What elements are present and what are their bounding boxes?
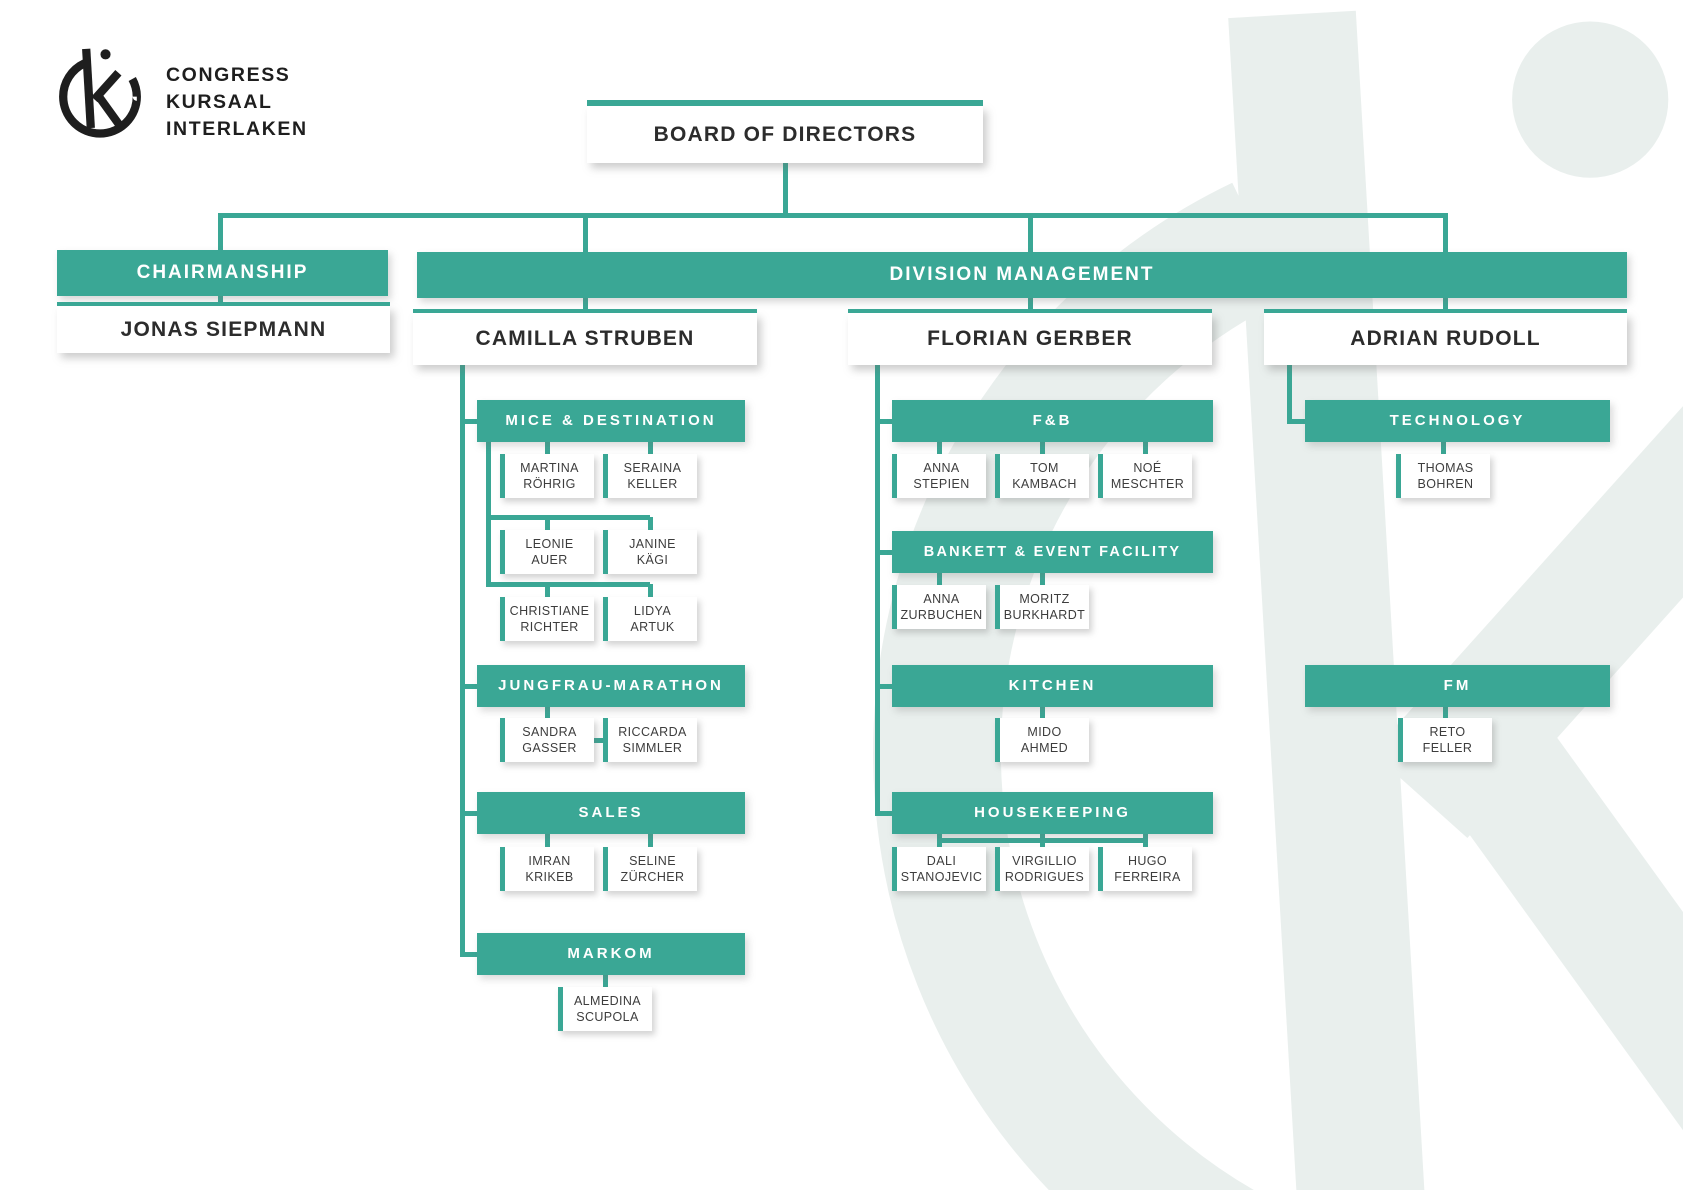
employee-first-name: LIDYA bbox=[633, 603, 672, 618]
connector-line bbox=[1443, 213, 1448, 254]
brand-line-1: CONGRESS bbox=[166, 64, 291, 86]
employee-card-imran-krikeb bbox=[500, 847, 594, 891]
connector-line bbox=[218, 213, 1448, 218]
connector-line bbox=[937, 834, 942, 847]
connector-line bbox=[648, 517, 653, 530]
manager-box-adrian-rudoll: ADRIAN RUDOLL bbox=[1264, 313, 1627, 365]
brand-header bbox=[54, 44, 308, 143]
connector-line bbox=[1287, 419, 1306, 424]
employee-last-name: BURKHARDT bbox=[1003, 608, 1086, 622]
board-of-directors-box: BOARD OF DIRECTORS bbox=[587, 106, 983, 163]
employee-first-name: TOM bbox=[1030, 460, 1059, 475]
employee-last-name: AHMED bbox=[1020, 741, 1069, 755]
department-box-bankett-event-facility: BANKETT & EVENT FACILITY bbox=[892, 531, 1213, 573]
department-box-markom: MARKOM bbox=[477, 933, 745, 975]
chairperson-top-bar bbox=[57, 302, 390, 306]
employee-card-lidya-artuk bbox=[603, 597, 697, 641]
connector-line bbox=[545, 584, 550, 597]
connector-line bbox=[218, 213, 223, 252]
employee-last-name: STANOJEVIC bbox=[900, 870, 983, 884]
connector-line bbox=[603, 975, 608, 987]
employee-last-name: ZURBUCHEN bbox=[900, 608, 983, 622]
employee-last-name: KELLER bbox=[627, 477, 678, 491]
division-management-header: DIVISION MANAGEMENT bbox=[417, 252, 1627, 298]
employee-card-leonie-auer bbox=[500, 530, 594, 574]
connector-line bbox=[648, 584, 653, 597]
employee-first-name: SELINE bbox=[629, 853, 676, 868]
employee-card-seraina-keller bbox=[603, 454, 697, 498]
connector-line bbox=[1143, 442, 1148, 454]
employee-card-almedina-scupola bbox=[558, 987, 652, 1031]
connector-line bbox=[875, 684, 893, 689]
connector-line bbox=[875, 550, 893, 555]
connector-line bbox=[486, 442, 491, 587]
employee-first-name: MARTINA bbox=[520, 460, 579, 475]
employee-last-name: BOHREN bbox=[1417, 477, 1474, 491]
connector-line bbox=[545, 442, 550, 454]
employee-card-moritz-burkhardt bbox=[995, 585, 1089, 629]
employee-last-name: STEPIEN bbox=[913, 477, 970, 491]
employee-last-name: KÄGI bbox=[636, 553, 669, 567]
employee-first-name: CHRISTIANE bbox=[509, 603, 590, 618]
employee-last-name: KAMBACH bbox=[1012, 477, 1077, 491]
connector-line bbox=[460, 952, 478, 957]
department-box-technology: TECHNOLOGY bbox=[1305, 400, 1610, 442]
employee-first-name: DALI bbox=[926, 853, 957, 868]
employee-card-virgillio-rodrigues bbox=[995, 847, 1089, 891]
employee-card-sandra-gasser bbox=[500, 718, 594, 762]
connector-line bbox=[460, 365, 465, 957]
connector-line bbox=[1143, 834, 1148, 847]
employee-last-name: AUER bbox=[531, 553, 568, 567]
employee-first-name: JANINE bbox=[629, 536, 676, 551]
employee-first-name: RETO bbox=[1429, 724, 1466, 739]
employee-card-christiane-richter bbox=[500, 597, 594, 641]
connector-line bbox=[1443, 707, 1448, 718]
employee-first-name: RICCARDA bbox=[618, 724, 687, 739]
brand-line-3: INTERLAKEN bbox=[166, 117, 308, 140]
connector-line bbox=[460, 684, 478, 689]
connector-line bbox=[1040, 442, 1045, 454]
department-box-jungfrau-marathon: JUNGFRAU-MARATHON bbox=[477, 665, 745, 707]
employee-card-anna-stepien bbox=[892, 454, 986, 498]
department-box-sales: SALES bbox=[477, 792, 745, 834]
connector-line bbox=[648, 442, 653, 454]
employee-last-name: KRIKEB bbox=[525, 870, 574, 884]
connector-line bbox=[937, 442, 942, 454]
connector-line bbox=[875, 811, 893, 816]
connector-line bbox=[545, 707, 550, 718]
circle-k-logo-icon bbox=[54, 44, 146, 142]
employee-card-mido-ahmed bbox=[995, 718, 1089, 762]
employee-first-name: HUGO bbox=[1127, 853, 1168, 868]
employee-card-martina-r-hrig bbox=[500, 454, 594, 498]
employee-card-no-meschter bbox=[1098, 454, 1192, 498]
connector-line bbox=[1040, 573, 1045, 585]
manager-box-florian-gerber: FLORIAN GERBER bbox=[848, 313, 1212, 365]
connector-line bbox=[875, 419, 893, 424]
employee-last-name: RÖHRIG bbox=[523, 477, 576, 491]
employee-first-name: LEONIE bbox=[525, 536, 574, 551]
employee-card-tom-kambach bbox=[995, 454, 1089, 498]
connector-line bbox=[783, 160, 788, 215]
employee-first-name: MIDO bbox=[1027, 724, 1062, 739]
employee-first-name: ANNA bbox=[923, 591, 960, 606]
connector-line bbox=[486, 515, 651, 520]
employee-last-name: RODRIGUES bbox=[1004, 870, 1085, 884]
employee-last-name: ZÜRCHER bbox=[620, 870, 685, 884]
manager-top-bar bbox=[1264, 309, 1627, 313]
department-box-f-b: F&B bbox=[892, 400, 1213, 442]
employee-card-anna-zurbuchen bbox=[892, 585, 986, 629]
connector-line bbox=[648, 834, 653, 847]
connector-line bbox=[937, 573, 942, 585]
manager-top-bar bbox=[848, 309, 1212, 313]
connector-line bbox=[1040, 707, 1045, 718]
chairmanship-header: CHAIRMANSHIP bbox=[57, 250, 388, 296]
employee-last-name: GASSER bbox=[522, 741, 577, 755]
employee-last-name: FERREIRA bbox=[1114, 870, 1181, 884]
connector-line bbox=[1040, 834, 1045, 847]
employee-last-name: RICHTER bbox=[520, 620, 579, 634]
connector-line bbox=[875, 365, 880, 816]
employee-first-name: VIRGILLIO bbox=[1012, 853, 1077, 868]
employee-first-name: THOMAS bbox=[1417, 460, 1474, 475]
chairperson-box: JONAS SIEPMANN bbox=[57, 306, 390, 353]
employee-card-seline-z-rcher bbox=[603, 847, 697, 891]
manager-box-camilla-struben: CAMILLA STRUBEN bbox=[413, 313, 757, 365]
employee-last-name: SCUPOLA bbox=[576, 1010, 639, 1024]
employee-card-reto-feller bbox=[1398, 718, 1492, 762]
department-box-mice-destination: MICE & DESTINATION bbox=[477, 400, 745, 442]
employee-first-name: SANDRA bbox=[522, 724, 577, 739]
employee-first-name: ALMEDINA bbox=[573, 993, 642, 1008]
employee-last-name: ARTUK bbox=[630, 620, 675, 634]
connector-line bbox=[1441, 442, 1446, 454]
employee-first-name: SERAINA bbox=[623, 460, 682, 475]
connector-line bbox=[1028, 213, 1033, 254]
employee-card-hugo-ferreira bbox=[1098, 847, 1192, 891]
connector-line bbox=[545, 517, 550, 530]
employee-first-name: IMRAN bbox=[528, 853, 571, 868]
manager-top-bar bbox=[413, 309, 757, 313]
employee-last-name: SIMMLER bbox=[622, 741, 683, 755]
brand-name bbox=[166, 62, 308, 143]
employee-last-name: FELLER bbox=[1422, 741, 1473, 755]
department-box-kitchen: KITCHEN bbox=[892, 665, 1213, 707]
connector-line bbox=[460, 811, 478, 816]
employee-first-name: NOÉ bbox=[1133, 460, 1162, 475]
connector-line bbox=[1287, 365, 1292, 424]
connector-line bbox=[545, 834, 550, 847]
department-box-housekeeping: HOUSEKEEPING bbox=[892, 792, 1213, 834]
employee-card-janine-k-gi bbox=[603, 530, 697, 574]
employee-card-thomas-bohren bbox=[1396, 454, 1490, 498]
employee-first-name: ANNA bbox=[923, 460, 960, 475]
connector-line bbox=[486, 582, 651, 587]
connector-line bbox=[583, 213, 588, 254]
connector-line bbox=[460, 419, 478, 424]
employee-card-dali-stanojevic bbox=[892, 847, 986, 891]
department-box-fm: FM bbox=[1305, 665, 1610, 707]
brand-line-2: KURSAAL bbox=[166, 90, 273, 113]
employee-first-name: MORITZ bbox=[1019, 591, 1070, 606]
employee-last-name: MESCHTER bbox=[1110, 477, 1185, 491]
employee-card-riccarda-simmler bbox=[603, 718, 697, 762]
board-top-bar bbox=[587, 100, 983, 106]
